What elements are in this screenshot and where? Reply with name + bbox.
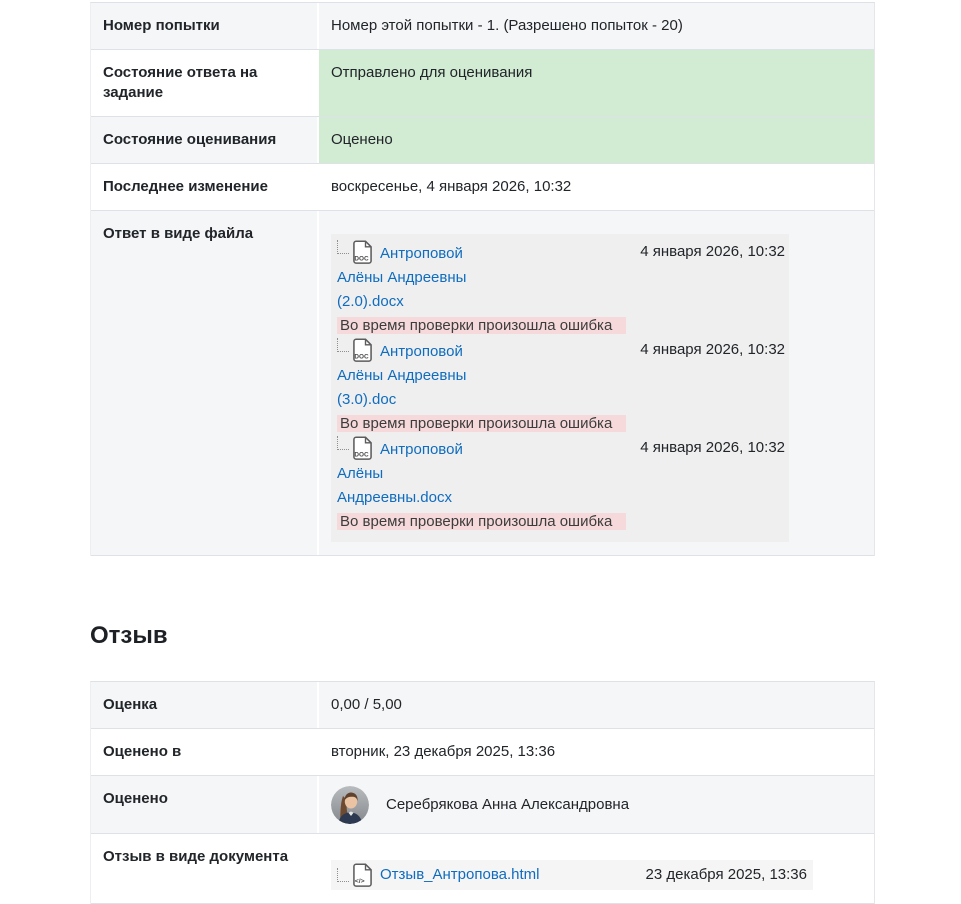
graded-on-label: Оценено в (91, 729, 319, 775)
plagiarism-scan-error: Во время проверки произошла ошибка (337, 510, 785, 534)
file-date: 4 января 2026, 10:32 (640, 341, 785, 358)
tree-connector-icon (337, 436, 349, 450)
doc-file-icon (352, 240, 373, 264)
grade-value: 0,00 / 5,00 (331, 696, 402, 713)
submitted-file-link[interactable]: Антроповой Алёны Андреевны (3.0).doc (337, 343, 467, 408)
file-submissions-label: Ответ в виде файла (91, 211, 319, 555)
tree-connector-icon (337, 240, 349, 254)
table-row-graded-by (91, 776, 874, 834)
file-date: 4 января 2026, 10:32 (640, 439, 785, 456)
submitted-file-link[interactable]: Антроповой Алёны Андреевны.docx (337, 441, 463, 506)
grading-status-label: Состояние оценивания (91, 117, 319, 163)
grader-identity (331, 786, 862, 824)
table-row-feedback-files (91, 834, 874, 904)
plagiarism-scan-error: Во время проверки произошла ошибка (337, 412, 785, 436)
feedback-files-cell (319, 834, 874, 903)
svg-text:DOC: DOC (354, 451, 369, 459)
graded-on-value: вторник, 23 декабря 2025, 13:36 (331, 743, 556, 760)
attempt-value: Номер этой попытки - 1. (Разрешено попыток - 20) (331, 17, 683, 34)
table-row-grade (91, 682, 874, 729)
graded-by-cell (319, 776, 874, 833)
svg-text:DOC: DOC (354, 255, 369, 263)
grader-name: Серебрякова Анна Александровна (386, 796, 630, 813)
feedback-file-row (331, 860, 813, 890)
table-row-grading-status (91, 117, 874, 164)
grading-status-badge: Оценено (319, 117, 874, 163)
file-date: 4 января 2026, 10:32 (640, 243, 785, 260)
svg-text:</>: </> (354, 878, 365, 886)
tree-connector-icon (337, 868, 349, 882)
assignment-submission-page (90, 2, 875, 904)
table-row-last-modified (91, 164, 874, 211)
table-row-graded-on (91, 729, 874, 776)
tree-connector-icon (337, 338, 349, 352)
feedback-section-heading: Отзыв (90, 622, 168, 649)
feedback-files-label: Отзыв в виде документа (91, 834, 319, 903)
submission-status-table (90, 2, 875, 556)
last-modified-value: воскресенье, 4 января 2026, 10:32 (331, 178, 572, 195)
graded-by-label: Оценено (91, 776, 319, 833)
list-item (337, 436, 785, 510)
plagiarism-scan-error: Во время проверки произошла ошибка (337, 314, 785, 338)
file-submissions-cell (319, 211, 874, 555)
html-file-icon (352, 863, 373, 887)
svg-text:DOC: DOC (354, 353, 369, 361)
table-row-attempt (91, 3, 874, 50)
last-modified-label: Последнее изменение (91, 164, 319, 210)
list-item (337, 240, 785, 314)
table-row-submission-status (91, 50, 874, 117)
doc-file-icon (352, 338, 373, 362)
submission-status-badge: Отправлено для оценивания (319, 50, 874, 116)
list-item (337, 338, 785, 412)
submitted-files-list (331, 234, 789, 542)
feedback-file-link[interactable]: Отзыв_Антропова.html (380, 866, 540, 883)
table-row-file-submissions (91, 211, 874, 556)
feedback-table (90, 681, 875, 904)
grade-label: Оценка (91, 682, 319, 728)
submitted-file-link[interactable]: Антроповой Алёны Андреевны (2.0).docx (337, 245, 467, 310)
doc-file-icon (352, 436, 373, 460)
submission-status-label: Состояние ответа на задание (91, 50, 319, 116)
file-date: 23 декабря 2025, 13:36 (645, 866, 807, 883)
avatar (331, 786, 369, 824)
attempt-label: Номер попытки (91, 3, 319, 49)
